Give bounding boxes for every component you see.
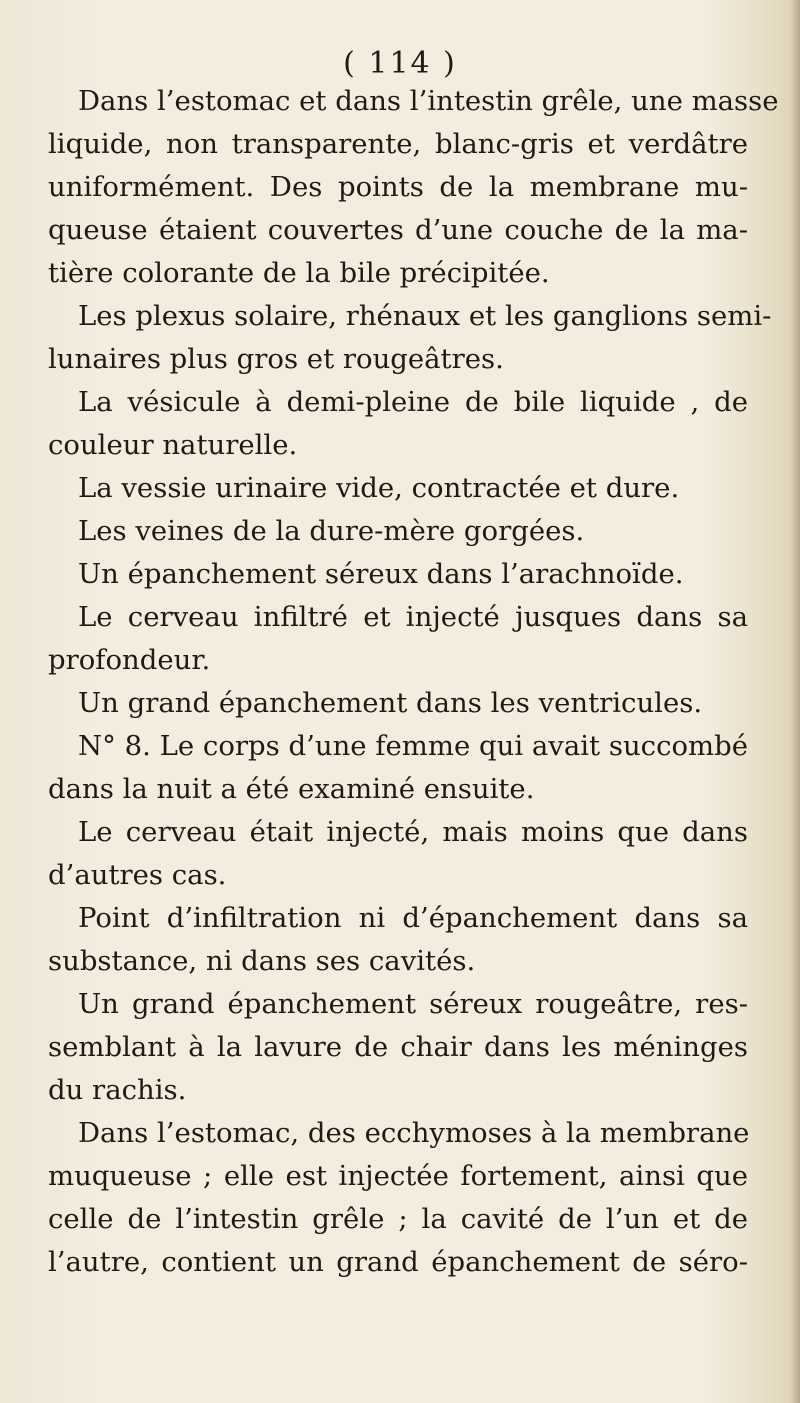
- paragraph: [48, 725, 748, 811]
- text-line: dans la nuit a été examiné ensuite.: [48, 773, 535, 805]
- text-line: Le cerveau infiltré et injecté jusques dans sa: [78, 601, 748, 633]
- paragraph: [48, 811, 748, 897]
- paragraph: [48, 510, 748, 553]
- text-line: tière colorante de la bile précipitée.: [48, 257, 550, 289]
- text-line: muqueuse ; elle est injectée fortement, ainsi que: [48, 1160, 748, 1192]
- paragraph: [48, 295, 772, 381]
- text-line: Dans l’estomac et dans l’intestin grêle, une masse: [78, 85, 779, 117]
- text-line: substance, ni dans ses cavités.: [48, 945, 476, 977]
- text-line: Les plexus solaire, rhénaux et les ganglions semi-: [78, 300, 772, 332]
- text-line: lunaires plus gros et rougeâtres.: [48, 343, 504, 375]
- text-line: Un grand épanchement dans les ventricules.: [78, 687, 703, 719]
- page-edge-shadow: [790, 0, 800, 1403]
- text-line: celle de l’intestin grêle ; la cavité de l’un et de: [48, 1203, 748, 1235]
- paragraph: [48, 983, 748, 1112]
- text-line: queuse étaient couvertes d’une couche de la ma-: [48, 214, 748, 246]
- text-line: uniformément. Des points de la membrane mu-: [48, 171, 748, 203]
- page-number: ( 114 ): [343, 46, 457, 81]
- text-line: profondeur.: [48, 644, 211, 676]
- text-line: Un grand épanchement séreux rougeâtre, res-: [78, 988, 748, 1020]
- text-line: l’autre, contient un grand épanchement de séro-: [48, 1246, 748, 1278]
- paragraph: [48, 1112, 748, 1284]
- text-line: La vésicule à demi-pleine de bile liquide , de: [78, 386, 748, 418]
- text-line: Le cerveau était injecté, mais moins que dans: [78, 816, 748, 848]
- paragraph: [48, 80, 779, 295]
- text-line: liquide, non transparente, blanc-gris et verdâtre: [48, 128, 748, 160]
- paragraph: [48, 682, 748, 725]
- text-line: Dans l’estomac, des ecchymoses à la membrane: [78, 1117, 750, 1149]
- text-line: N° 8. Le corps d’une femme qui avait succombé: [78, 730, 748, 762]
- text-line: La vessie urinaire vide, contractée et dure.: [78, 472, 680, 504]
- paragraph: [48, 553, 748, 596]
- text-line: Les veines de la dure-mère gorgées.: [78, 515, 585, 547]
- body-text: [48, 80, 779, 1284]
- text-line: Un épanchement séreux dans l’arachnoïde.: [78, 558, 684, 590]
- text-line: d’autres cas.: [48, 859, 227, 891]
- paragraph: [48, 467, 748, 510]
- text-line: Point d’infiltration ni d’épanchement dans sa: [78, 902, 748, 934]
- paragraph: [48, 897, 748, 983]
- text-line: couleur naturelle.: [48, 429, 298, 461]
- paragraph: [48, 381, 748, 467]
- text-line: semblant à la lavure de chair dans les méninges: [48, 1031, 748, 1063]
- paragraph: [48, 596, 748, 682]
- text-line: du rachis.: [48, 1074, 187, 1106]
